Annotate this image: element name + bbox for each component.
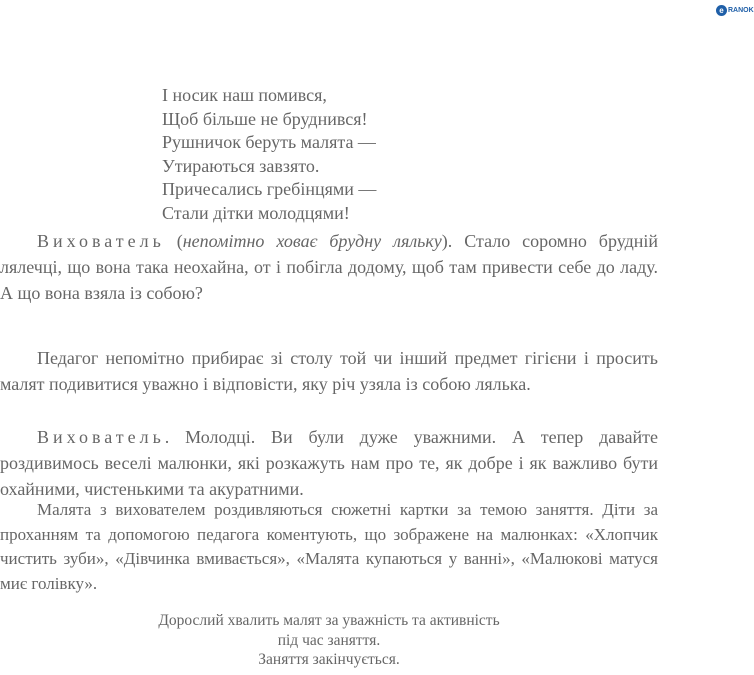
closing-notes bbox=[0, 611, 658, 670]
closing-line: Заняття закінчується. bbox=[258, 651, 400, 668]
logo-e-icon: e bbox=[716, 5, 727, 16]
paragraph-text: . Молодці. Ви були дуже уважними. А тепер давайте роздивимось веселі малюнки, які розкажуть нам про те, як добре і як важливо бути охайними, чистенькими та акуратними. bbox=[0, 427, 658, 499]
poem-line: Причесались гребінцями — bbox=[162, 179, 377, 200]
poem bbox=[162, 84, 376, 226]
paragraph-text: ). Стало соромно брудній лялечці, що вона така неохайна, от і побігла додому, щоб там привести себе до ладу. А що вона взяла із собою? bbox=[0, 231, 658, 303]
paragraph-pictures: Малята з вихователем роздивляються сюжетні картки за темою заняття. Діти за проханням та допомогою педагога коментують, що зображене на малюнках: «Хлопчик чистить зуби», «Дівчинка вмивається», «Малята купаються у ванні», «Малюкові матуся миє голівку». bbox=[0, 500, 658, 593]
logo-text: RANOK bbox=[728, 7, 754, 14]
closing-line: Дорослий хвалить малят за уважність та активність bbox=[158, 612, 500, 629]
paren-open: ( bbox=[164, 231, 183, 251]
poem-line: Утираються завзято. bbox=[162, 155, 320, 176]
closing-line: під час заняття. bbox=[277, 631, 381, 649]
paragraph-teacher-2 bbox=[0, 424, 658, 502]
speaker-label: Вихователь bbox=[37, 231, 165, 251]
speaker-label: Вихователь bbox=[37, 427, 165, 447]
poem-line: Стали дітки молодцями! bbox=[162, 202, 350, 223]
paragraph-teacher-1 bbox=[0, 228, 658, 306]
poem-line: І носик наш помився, bbox=[162, 85, 327, 105]
paragraph-activity: Педагог непомітно прибирає зі столу той чи інший предмет гігієни і просить малят подивитися уважно і відповісти, яку річ узяла із собою лялька. bbox=[0, 348, 658, 394]
stage-remark: непомітно ховає брудну ляльку bbox=[182, 231, 442, 251]
poem-line: Рушничок беруть малята — bbox=[162, 132, 376, 153]
poem-line: Щоб більше не бруднився! bbox=[162, 108, 368, 129]
publisher-logo bbox=[716, 5, 754, 19]
